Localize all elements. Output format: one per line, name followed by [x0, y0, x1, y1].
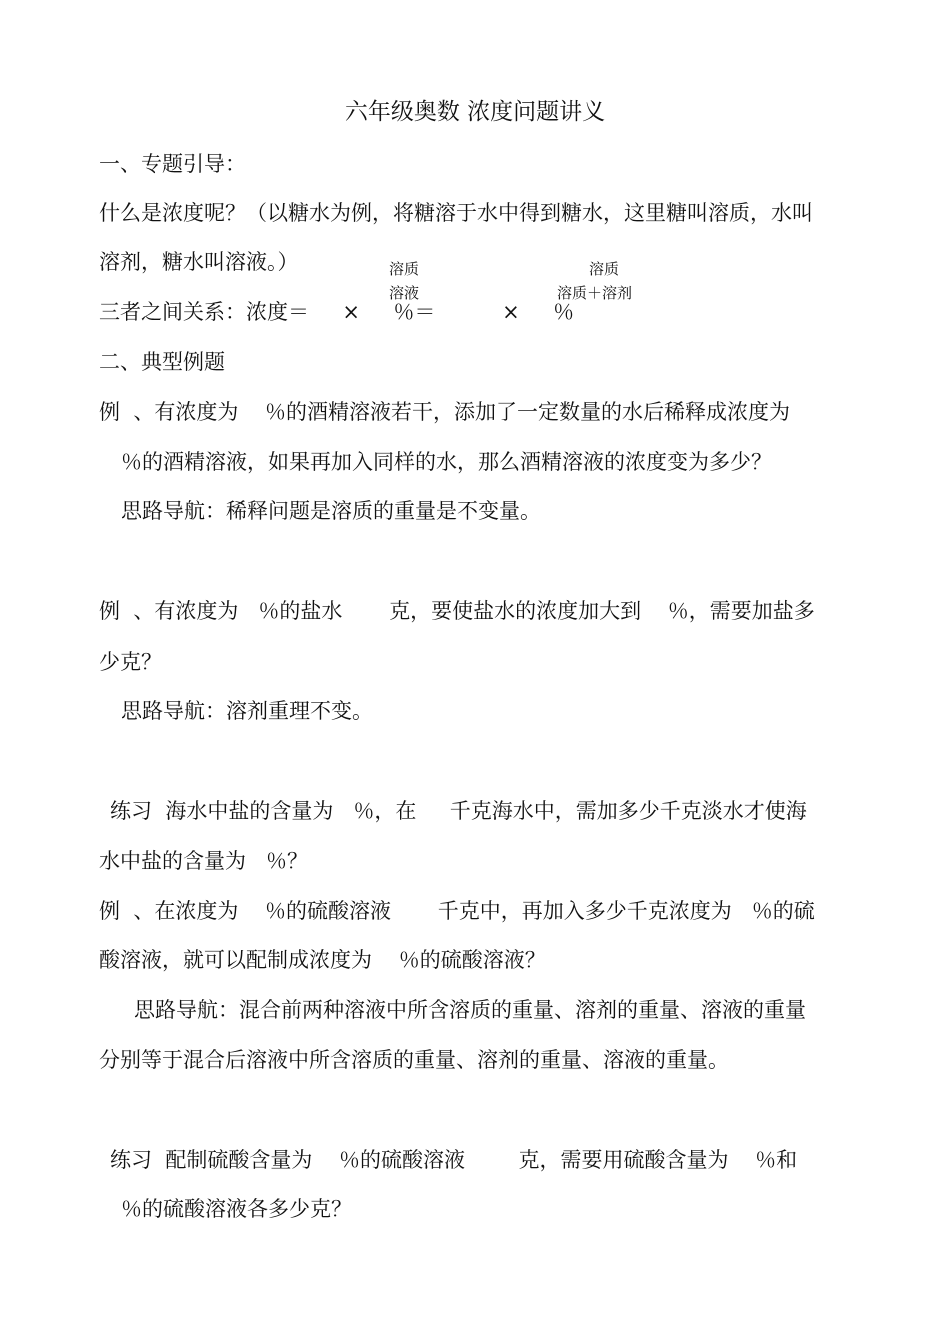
fraction-1-denominator: 溶液: [389, 284, 420, 302]
example-2-line-1: 例 、有浓度为 ％的盐水 克，要使盐水的浓度加大到 ％，需要加盐多: [99, 599, 815, 623]
intro-text-line-1: 什么是浓度呢？（以糖水为例，将糖溶于水中得到糖水，这里糖叫溶质，水叫: [99, 201, 813, 225]
example-1-hint: 思路导航：稀释问题是溶质的重量是不变量。: [121, 499, 541, 523]
section-heading-intro: 一、专题引导：: [99, 152, 246, 176]
practice-2-line-1: 练习 配制硫酸含量为 ％的硫酸溶液 克，需要用硫酸含量为 ％和: [110, 1148, 798, 1172]
practice-1-line-2: 水中盐的含量为 ％？: [99, 849, 309, 873]
example-1-line-1: 例 、有浓度为 ％的酒精溶液若干，添加了一定数量的水后稀释成浓度为: [99, 400, 791, 424]
section-heading-examples: 二、典型例题: [99, 350, 225, 374]
page-title: 六年级奥数 浓度问题讲义: [344, 99, 606, 125]
example-2-hint: 思路导航：溶剂重理不变。: [121, 699, 373, 723]
example-3-line-1: 例 、在浓度为 ％的硫酸溶液 千克中，再加入多少千克浓度为 ％的硫: [99, 899, 815, 923]
fraction-2-numerator: 溶质: [589, 260, 620, 278]
practice-1-line-1: 练习 海水中盐的含量为 ％，在 千克海水中，需加多少千克淡水才使海: [110, 799, 807, 823]
relation-formula: 三者之间关系：浓度＝ × ％＝ × ％: [99, 300, 575, 324]
example-3-hint-line-1: 思路导航：混合前两种溶液中所含溶质的重量、溶剂的重量、溶液的重量: [134, 998, 806, 1022]
example-2-line-2: 少克？: [99, 650, 162, 674]
practice-2-line-2: ％的硫酸溶液各多少克？: [121, 1197, 352, 1221]
example-3-hint-line-2: 分别等于混合后溶液中所含溶质的重量、溶剂的重量、溶液的重量。: [99, 1048, 729, 1072]
fraction-1-numerator: 溶质: [389, 260, 420, 278]
intro-text-line-2: 溶剂，糖水叫溶液。）: [99, 250, 299, 274]
example-3-line-2: 酸溶液，就可以配制成浓度为 ％的硫酸溶液？: [99, 948, 546, 972]
fraction-2-denominator: 溶质＋溶剂: [557, 284, 633, 302]
example-1-line-2: ％的酒精溶液，如果再加入同样的水，那么酒精溶液的浓度变为多少？: [121, 450, 772, 474]
